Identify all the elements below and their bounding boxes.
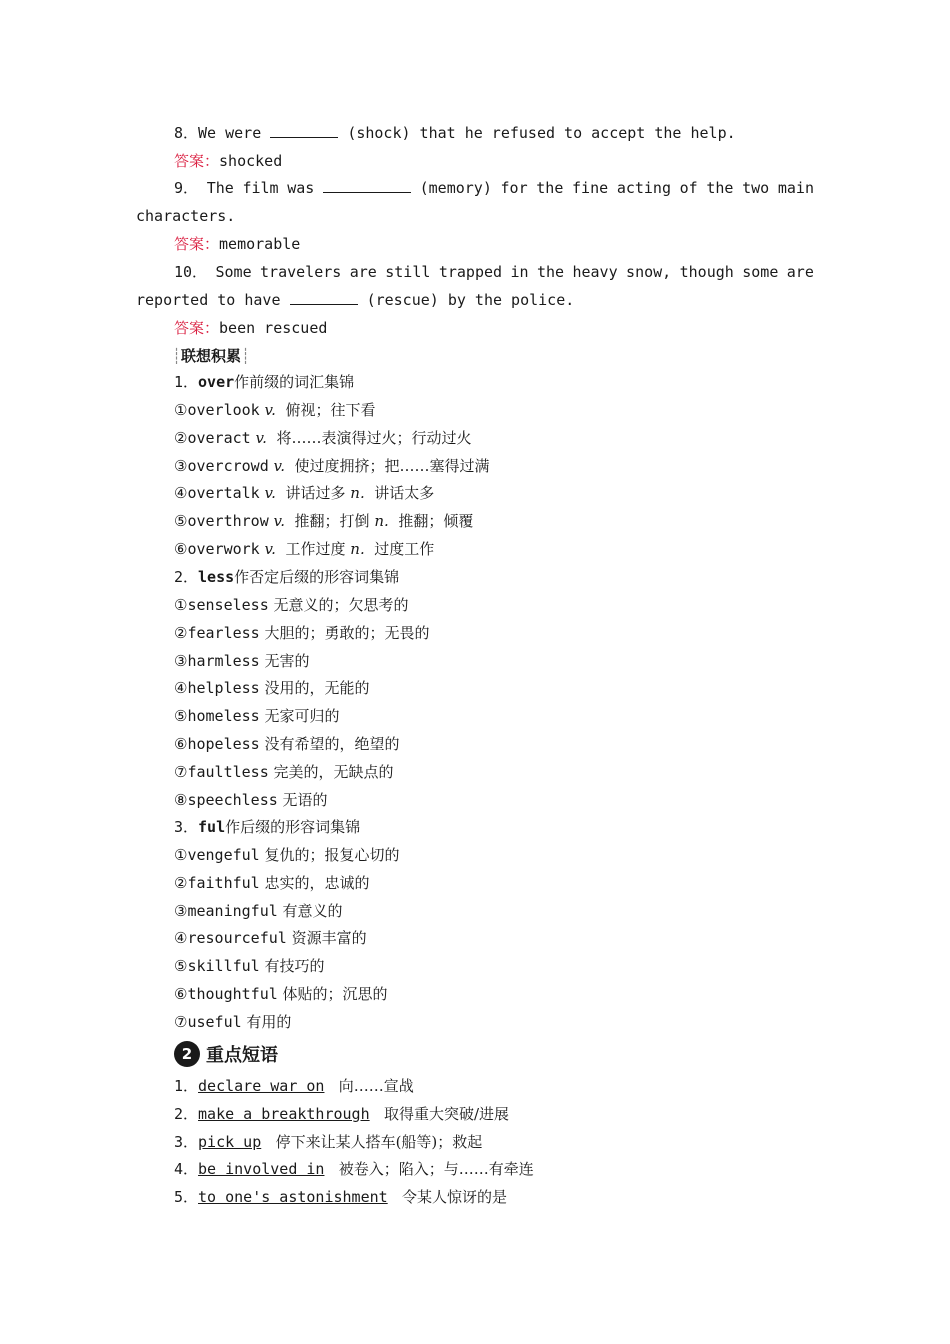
list-item (174, 762, 394, 782)
list-item (174, 901, 343, 921)
item-definition: 无家可归的 (264, 707, 340, 726)
item-number: ③ (174, 456, 188, 475)
answer-text: been rescued (219, 319, 328, 337)
item-word: fearless (187, 623, 260, 642)
item-word: thoughtful (187, 985, 278, 1003)
answer-9 (174, 234, 300, 254)
answer-text: shocked (219, 152, 283, 170)
item-word: overact (187, 428, 251, 447)
item-number: ⑦ (174, 1012, 188, 1031)
question-text: characters. (136, 207, 236, 225)
question-word: snow, (626, 263, 672, 281)
question-word: trapped (438, 263, 503, 281)
phrase-definition: 向……宣战 (338, 1077, 414, 1095)
phrase-number: 3． (174, 1132, 199, 1151)
group-title: 作后缀的形容词集锦 (225, 818, 361, 836)
item-word: overwork (187, 540, 260, 558)
phrase-item (174, 1187, 507, 1207)
item-definition: 无语的 (282, 790, 328, 809)
question-word: heavy (572, 263, 618, 281)
list-item (174, 706, 340, 726)
question-word: some (742, 263, 779, 281)
list-item (174, 873, 370, 893)
phrase-text: pick up (198, 1132, 262, 1151)
question-text: (rescue) by the police. (366, 291, 575, 309)
part-of-speech: n. (374, 512, 389, 531)
phrase-definition: 取得重大突破/进展 (383, 1104, 509, 1123)
list-item (174, 845, 400, 865)
item-number: ② (174, 873, 188, 892)
item-word: resourceful (187, 929, 287, 948)
question-word: film (242, 179, 279, 197)
list-item (174, 623, 430, 643)
answer-text: memorable (219, 235, 301, 253)
list-item (174, 1012, 291, 1032)
group-key: less (198, 568, 235, 586)
list-item (174, 734, 400, 754)
answer-label: 答案： (174, 319, 220, 337)
group-title: 作前缀的词汇集锦 (234, 373, 355, 391)
item-number: ④ (174, 929, 188, 948)
item-number: ④ (174, 679, 188, 698)
phrase-item (174, 1104, 509, 1124)
list-item (174, 790, 328, 810)
association-tag-label: 联想积累 (181, 347, 242, 365)
part-of-speech: v. (264, 484, 276, 503)
phrase-item (174, 1132, 482, 1152)
item-number: ③ (174, 901, 188, 920)
item-definition: 推翻；打倒 (294, 512, 370, 531)
item-number: ① (174, 596, 188, 614)
question-text: (shock) that he refused to accept the help. (347, 124, 736, 142)
item-definition: 讲话过多 (285, 484, 346, 503)
group-2-heading: 2．less作否定后缀的形容词集锦 (174, 568, 400, 586)
part-of-speech: v. (273, 456, 285, 475)
list-item (174, 984, 388, 1004)
item-word: helpless (187, 679, 260, 698)
phrase-number: 2． (174, 1104, 199, 1123)
question-word: are (786, 263, 814, 281)
item-definition: 忠实的，忠诚的 (264, 873, 370, 892)
item-number: ⑤ (174, 512, 188, 531)
question-word: two (742, 179, 770, 197)
phrase-number: 4． (174, 1160, 199, 1179)
question-number: 8． (174, 124, 199, 142)
item-definition: 体贴的；沉思的 (282, 985, 388, 1003)
item-definition: 资源丰富的 (291, 929, 367, 948)
question-word: (memory) (419, 179, 492, 197)
phrase-number: 5． (174, 1188, 199, 1207)
question-word: the (706, 179, 734, 197)
group-key: ful (198, 818, 226, 836)
part-of-speech: v. (264, 401, 276, 419)
item-word: senseless (187, 596, 269, 614)
item-definition: 有用的 (246, 1012, 292, 1031)
part-of-speech: n. (350, 484, 365, 503)
question-word: Some (215, 263, 252, 281)
question-word: of (679, 179, 698, 197)
question-10-continued (136, 290, 574, 310)
item-number: ⑤ (174, 957, 188, 976)
item-definition: 复仇的；报复心切的 (264, 846, 400, 864)
phrase-definition: 被卷入；陷入；与……有牵连 (338, 1160, 534, 1179)
item-number: ③ (174, 651, 188, 670)
answer-label: 答案： (174, 152, 220, 170)
section-heading (174, 1041, 278, 1067)
item-word: vengeful (187, 846, 260, 864)
list-item (174, 511, 473, 531)
question-word: The (206, 179, 234, 197)
item-definition: 无害的 (264, 651, 310, 670)
question-8 (174, 123, 736, 143)
section-title: 重点短语 (206, 1045, 278, 1066)
item-definition: 无意义的；欠思考的 (273, 596, 409, 614)
list-item (174, 595, 409, 615)
item-number: ⑥ (174, 540, 188, 558)
question-word: main (777, 179, 814, 197)
item-number: ⑥ (174, 735, 188, 753)
association-tag: ┊联想积累┊ (172, 347, 251, 365)
item-definition: 推翻；倾覆 (398, 512, 474, 531)
question-10 (174, 262, 814, 282)
answer-8 (174, 151, 282, 171)
item-word: overcrowd (187, 456, 269, 475)
group-title: 作否定后缀的形容词集锦 (234, 568, 400, 586)
item-word: homeless (187, 707, 260, 726)
item-definition: 大胆的；勇敢的；无畏的 (264, 623, 430, 642)
question-number: 10． (174, 263, 208, 281)
item-number: ① (174, 846, 188, 864)
item-definition: 将……表演得过火；行动过火 (276, 428, 472, 447)
item-definition: 没用的，无能的 (264, 679, 370, 698)
part-of-speech: n. (350, 540, 365, 558)
item-number: ④ (174, 484, 188, 503)
question-number: 9． (174, 179, 199, 197)
item-word: overtalk (187, 484, 260, 503)
question-word: the (536, 179, 564, 197)
item-word: overthrow (187, 512, 269, 531)
answer-10 (174, 318, 327, 338)
item-word: useful (187, 1012, 242, 1031)
item-definition: 有技巧的 (264, 957, 325, 976)
phrase-number: 1． (174, 1077, 199, 1095)
question-text: reported to have (136, 291, 281, 309)
question-word: though (679, 263, 734, 281)
group-key: over (198, 373, 235, 391)
item-definition: 工作过度 (285, 540, 346, 558)
item-word: faultless (187, 762, 269, 781)
part-of-speech: v. (264, 540, 276, 558)
item-number: ② (174, 623, 188, 642)
answer-blank (270, 123, 338, 138)
group-1-heading: 1．over作前缀的词汇集锦 (174, 373, 355, 391)
phrase-text: be involved in (198, 1160, 325, 1179)
list-item (174, 539, 434, 559)
list-item (174, 483, 434, 503)
list-item (174, 678, 370, 698)
group-3-heading: 3．ful作后缀的形容词集锦 (174, 818, 361, 836)
phrase-text: make a breakthrough (198, 1104, 370, 1123)
question-word: for (500, 179, 528, 197)
item-word: harmless (187, 651, 260, 670)
phrase-definition: 令某人惊讶的是 (402, 1188, 508, 1207)
phrase-definition: 停下来让某人搭车(船等)；救起 (275, 1132, 483, 1151)
phrase-item (174, 1076, 414, 1096)
question-text: We were (198, 124, 262, 142)
question-word: are (349, 263, 377, 281)
part-of-speech: v. (273, 512, 285, 531)
item-number: ⑤ (174, 707, 188, 726)
question-word: travelers (260, 263, 342, 281)
part-of-speech: v. (255, 428, 267, 447)
list-item (174, 456, 490, 476)
question-9-continued (136, 206, 235, 226)
answer-blank (323, 178, 411, 193)
item-word: skillful (187, 957, 260, 976)
question-word: fine (572, 179, 609, 197)
list-item (174, 956, 325, 976)
answer-label: 答案： (174, 235, 220, 253)
question-word: still (385, 263, 431, 281)
phrase-item (174, 1159, 534, 1179)
item-definition: 有意义的 (282, 901, 343, 920)
section-number-badge: 2 (174, 1041, 200, 1067)
item-number: ⑧ (174, 790, 188, 809)
item-number: ① (174, 401, 188, 419)
item-definition: 俯视；往下看 (285, 401, 376, 419)
question-word: the (536, 263, 565, 281)
list-item (174, 928, 367, 948)
item-definition: 讲话太多 (374, 484, 435, 503)
question-word: was (287, 179, 315, 197)
item-number: ② (174, 428, 188, 447)
phrase-text: declare war on (198, 1077, 325, 1095)
item-definition: 使过度拥挤；把……塞得过满 (294, 456, 490, 475)
item-number: ⑦ (174, 762, 188, 781)
question-9 (174, 178, 814, 198)
question-word: acting (616, 179, 671, 197)
answer-blank (290, 290, 358, 305)
item-definition: 过度工作 (374, 540, 435, 558)
list-item (174, 428, 471, 448)
item-number: ⑥ (174, 985, 188, 1003)
phrase-text: to one's astonishment (198, 1188, 388, 1207)
list-item (174, 400, 376, 420)
item-word: overlook (187, 401, 260, 419)
item-definition: 完美的，无缺点的 (273, 762, 394, 781)
item-word: faithful (187, 873, 260, 892)
list-item (174, 651, 310, 671)
item-word: hopeless (187, 735, 260, 753)
item-definition: 没有希望的，绝望的 (264, 735, 400, 753)
item-word: speechless (187, 790, 278, 809)
question-word: in (510, 263, 529, 281)
item-word: meaningful (187, 901, 278, 920)
